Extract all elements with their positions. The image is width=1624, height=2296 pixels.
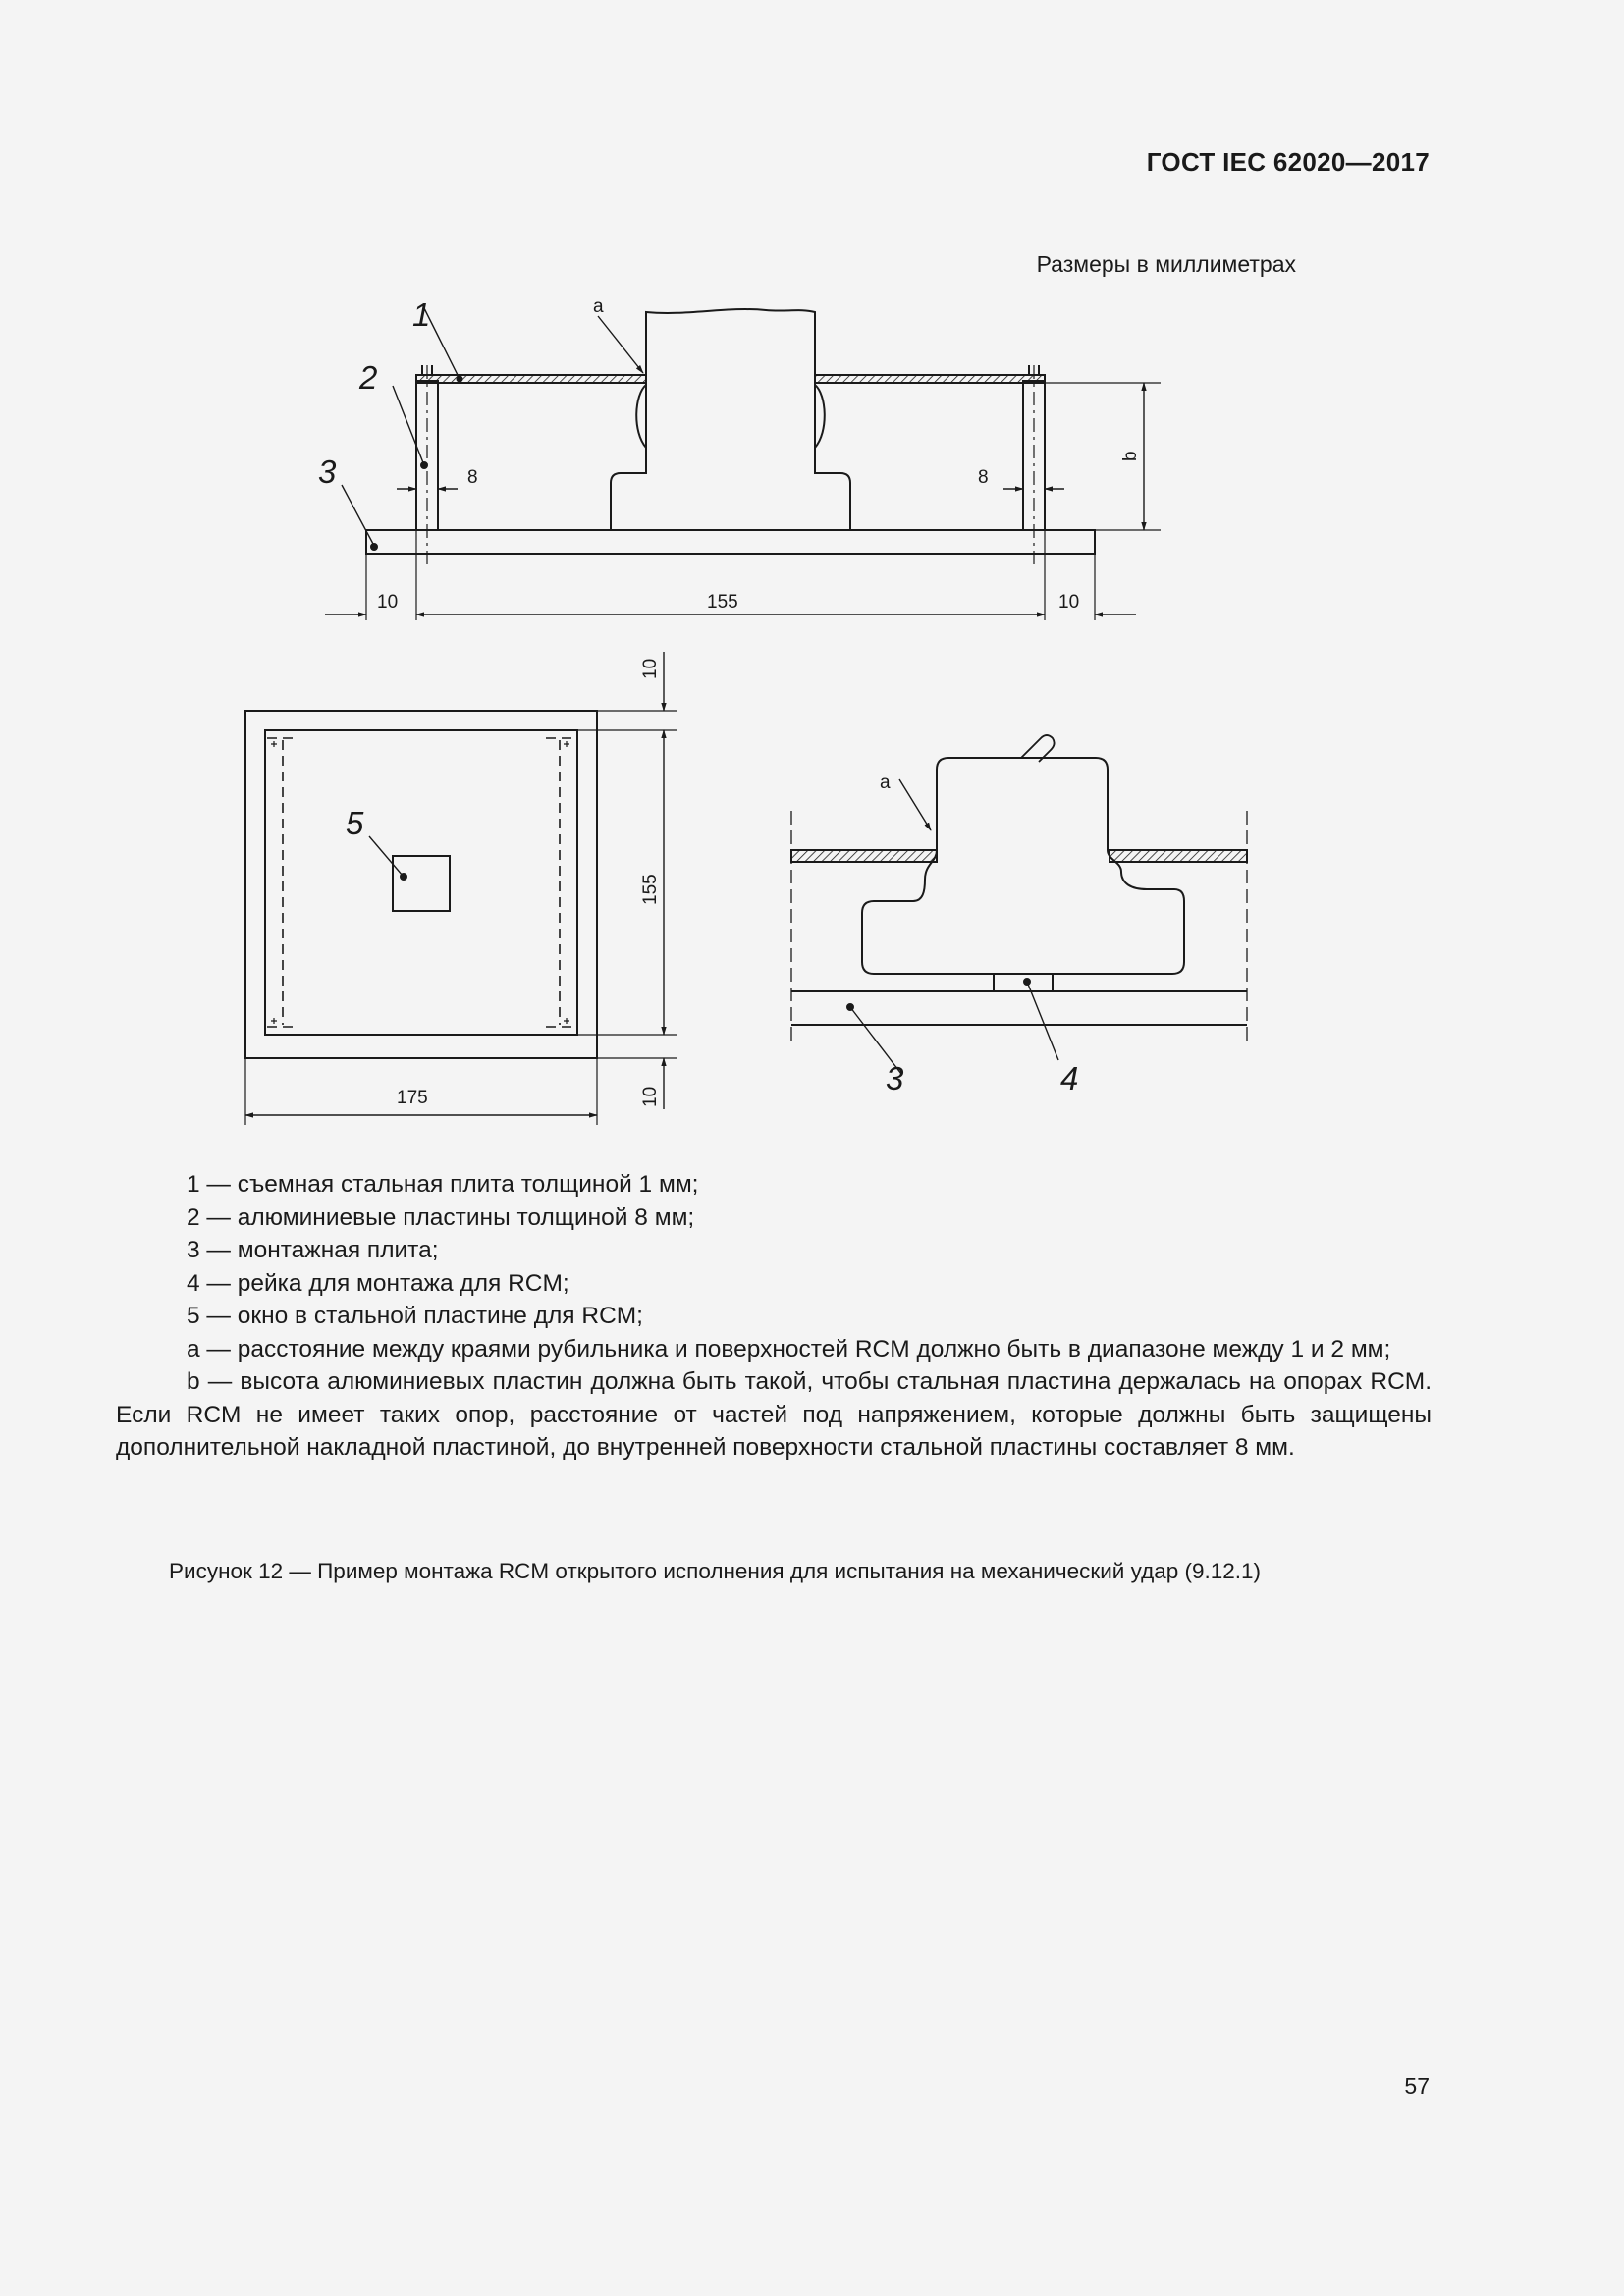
- legend-item-5: 5 — окно в стальной пластине для RCM;: [187, 1303, 643, 1329]
- callout-5: 5: [346, 805, 364, 841]
- section-din-rail: [994, 974, 1053, 991]
- plan-view: [245, 652, 677, 1125]
- dim-155-vertical: 155: [640, 874, 661, 905]
- mounting-plate: [366, 530, 1095, 554]
- dim-8-right: 8: [978, 467, 989, 488]
- legend-item-4: 4 — рейка для монтажа для RCM;: [187, 1269, 569, 1297]
- figure-legend: [116, 1168, 1432, 1465]
- rcm-device-side: [611, 309, 850, 530]
- label-a-section: a: [880, 773, 891, 793]
- dim-10-bottom: 10: [640, 1086, 661, 1107]
- side-elevation-view: [325, 304, 1161, 620]
- plan-rcm-window: [393, 856, 450, 911]
- rcm-device-section: [862, 758, 1184, 974]
- steel-plate-left: [416, 375, 646, 383]
- callout-2: 2: [359, 359, 378, 396]
- legend-item-b: b — высота алюминиевых пластин должна быть такой, чтобы стальная пластина держалась на опорах RCM. Если RCM не имеет таких опор, расстояние от частей под напряжением, которые должны быть защищены дополнительной накладной пластиной, до внутренней поверхности стальной пластины составляет 8 мм.: [116, 1368, 1432, 1461]
- figure-caption: Рисунок 12 — Пример монтажа RCM открытого исполнения для испытания на механический удар (9.12.1): [169, 1559, 1262, 1583]
- callout-3: 3: [318, 454, 337, 490]
- standard-code: ГОСТ IEC 62020—2017: [1146, 147, 1430, 177]
- callout-1: 1: [412, 296, 431, 333]
- steel-plate-right: [815, 375, 1045, 383]
- section-steel-plate-left: [791, 850, 937, 862]
- dim-175: 175: [397, 1088, 428, 1108]
- dimensions-note: Размеры в миллиметрах: [1036, 251, 1296, 277]
- page-number: 57: [1404, 2073, 1430, 2099]
- label-a-top: a: [593, 296, 604, 317]
- legend-item-2: 2 — алюминиевые пластины толщиной 8 мм;: [187, 1203, 695, 1231]
- plan-aluminium-plates-inner: [265, 730, 577, 1035]
- callout-4: 4: [1060, 1060, 1079, 1096]
- legend-item-3: 3 — монтажная плита;: [187, 1237, 439, 1263]
- section-view: [791, 735, 1247, 1074]
- dim-10-top: 10: [640, 658, 661, 679]
- dim-8-left: 8: [467, 467, 478, 488]
- legend-item-a: a — расстояние между краями рубильника и поверхностей RCM должно быть в диапазоне между 1 и 2 мм;: [187, 1335, 1391, 1362]
- plan-steel-plate-outer: [245, 711, 597, 1058]
- dim-10-right: 10: [1058, 592, 1080, 613]
- dim-155-horizontal: 155: [707, 592, 738, 613]
- callout-3-section: 3: [886, 1060, 904, 1096]
- dim-10-left: 10: [377, 592, 399, 613]
- label-b: b: [1120, 451, 1141, 461]
- legend-item-1: 1 — съемная стальная плита толщиной 1 мм;: [187, 1171, 699, 1198]
- section-steel-plate-right: [1110, 850, 1247, 862]
